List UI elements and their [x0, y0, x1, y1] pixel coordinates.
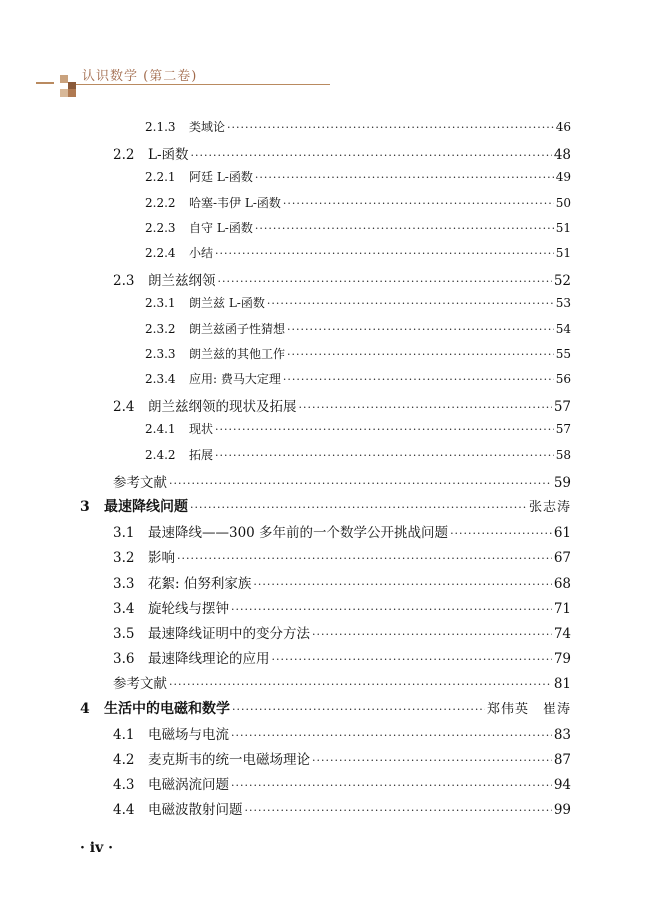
toc-entry: [145, 446, 571, 466]
toc-entry: [113, 269, 571, 289]
toc-entry-page: 79: [553, 651, 571, 668]
toc-entry-page: 51: [555, 220, 571, 235]
toc-entry-title: 现状: [189, 422, 214, 437]
toc-entry-number: 2.2: [113, 147, 135, 164]
toc-leader-dots: [215, 449, 554, 462]
toc-entry: [145, 194, 571, 214]
page-number: · iv ·: [80, 840, 113, 856]
toc-entry-title: 影响: [148, 550, 175, 567]
toc-entry-page: 94: [553, 777, 571, 794]
toc-entry-page: 99: [553, 802, 571, 819]
toc-entry: [113, 546, 571, 566]
header-rule-left: [36, 82, 54, 84]
toc-entry-title: 应用: 费马大定理: [189, 372, 281, 386]
toc-entry-title: 麦克斯韦的统一电磁场理论: [148, 752, 310, 768]
toc-entry-page: 68: [553, 575, 571, 592]
toc-leader-dots: [232, 703, 485, 716]
toc-leader-dots: [255, 171, 554, 184]
toc-entry-number: 2.4.2: [145, 447, 176, 462]
toc-entry-number: 4.1: [113, 726, 135, 743]
toc-entry-number: 2.3.4: [145, 372, 176, 386]
toc-leader-dots: [218, 275, 552, 288]
toc-leader-dots: [231, 779, 552, 792]
toc-entry: [80, 496, 571, 516]
toc-entry-page: 46: [555, 120, 571, 134]
toc-entry-title: 朗兰兹纲领的现状及拓展: [148, 399, 297, 416]
decor-square: [60, 75, 68, 83]
toc-entry: [145, 244, 571, 264]
toc-entry-title: 阿廷 L-函数: [189, 170, 253, 185]
toc-leader-dots: [450, 527, 552, 540]
toc-entry-page: 54: [555, 321, 571, 336]
toc-entry-title: 旋轮线与摆钟: [148, 600, 229, 617]
toc-entry-page: 58: [555, 447, 571, 462]
toc-entry-page: 56: [555, 372, 571, 386]
toc-entry-number: 3: [80, 499, 90, 515]
toc-entry: [113, 572, 571, 592]
toc-entry-title: 小结: [189, 246, 214, 260]
toc-entry-number: 2.2.3: [145, 220, 176, 235]
toc-entry: [145, 345, 571, 365]
toc-leader-dots: [255, 222, 554, 235]
toc-leader-dots: [283, 197, 554, 210]
toc-entry-page: 52: [553, 273, 571, 290]
toc-entry-page: 57: [553, 399, 571, 416]
toc-entry-number: 2.2.1: [145, 170, 176, 185]
toc-entry-number: 2.3.1: [145, 296, 176, 311]
toc-entry-title: 电磁涡流问题: [148, 777, 229, 794]
toc-leader-dots: [245, 804, 552, 817]
toc-entry-title: 最速降线——300 多年前的一个数学公开挑战问题: [148, 525, 449, 542]
toc-leader-dots: [231, 729, 552, 742]
toc-entry: [145, 370, 571, 390]
toc-entry-number: 3.4: [113, 600, 135, 617]
toc-entry: [113, 773, 571, 793]
toc-leader-dots: [283, 373, 554, 386]
toc-entry-page: 81: [553, 676, 571, 693]
running-title: 认识数学 (第二卷): [82, 69, 198, 84]
toc-leader-dots: [191, 149, 552, 162]
toc-entry-page: 53: [555, 296, 571, 311]
toc-entry: [145, 294, 571, 314]
toc-entry-page: 50: [555, 195, 571, 210]
toc-entry-number: 2.1.3: [145, 120, 176, 134]
header-rule: [76, 84, 330, 85]
toc-leader-dots: [299, 401, 552, 414]
toc-entry-title: 花絮: 伯努利家族: [148, 575, 252, 592]
toc-leader-dots: [272, 653, 552, 666]
toc-entry-page: 67: [553, 550, 571, 567]
toc-entry: [113, 647, 571, 667]
toc-leader-dots: [169, 678, 552, 691]
toc-leader-dots: [267, 297, 554, 310]
toc-entry: [145, 420, 571, 440]
toc-entry-title: 自守 L-函数: [189, 220, 253, 235]
toc-entry: [145, 320, 571, 340]
toc-entry-title: 最速降线问题: [104, 499, 188, 515]
toc-entry-title: 生活中的电磁和数学: [104, 700, 230, 717]
toc-leader-dots: [215, 423, 554, 436]
toc-entry-page: 48: [553, 147, 571, 164]
toc-entry-title: 参考文献: [113, 474, 167, 491]
toc-entry-page: 59: [553, 474, 571, 491]
toc-entry-author: 张志涛: [528, 500, 571, 515]
toc-entry-author: 郑伟英 崔涛: [486, 701, 571, 717]
toc-entry-title: 最速降线证明中的变分方法: [148, 626, 310, 642]
toc-leader-dots: [287, 323, 554, 336]
toc-entry-title: L-函数: [148, 147, 189, 164]
toc-entry-page: 57: [555, 422, 571, 437]
toc-leader-dots: [215, 247, 554, 260]
toc-leader-dots: [169, 477, 552, 490]
toc-entry-page: 83: [553, 726, 571, 743]
toc-entry-number: 2.3.3: [145, 346, 176, 361]
toc-entry-title: 最速降线理论的应用: [148, 651, 270, 668]
decor-square: [60, 89, 68, 97]
toc-entry: [113, 143, 571, 163]
toc-entry: [113, 723, 571, 743]
toc-entry-number: 4.3: [113, 777, 135, 794]
toc-entry: [113, 395, 571, 415]
toc-entry: [113, 672, 571, 692]
toc-entry: [113, 748, 571, 768]
toc-entry-page: 87: [553, 752, 571, 768]
toc-entry: [113, 597, 571, 617]
toc-entry: [145, 118, 571, 138]
decor-square: [68, 89, 76, 97]
toc-entry-number: 3.5: [113, 626, 135, 642]
toc-entry-title: 电磁波散射问题: [148, 802, 243, 819]
toc-entry-number: 4: [80, 700, 90, 717]
toc-entry-number: 2.3: [113, 273, 135, 290]
toc-entry-number: 2.3.2: [145, 321, 176, 336]
toc-entry: [113, 471, 571, 491]
toc-entry-title: 哈塞-韦伊 L-函数: [189, 195, 281, 210]
toc-entry-page: 61: [553, 525, 571, 542]
toc-entry-title: 拓展: [189, 447, 214, 462]
toc-entry-title: 类域论: [189, 120, 226, 134]
toc-entry-number: 3.2: [113, 550, 135, 567]
toc-entry-number: 4.4: [113, 802, 135, 819]
toc-leader-dots: [231, 603, 552, 616]
toc-entry-title: 朗兰兹纲领: [148, 273, 216, 290]
toc-leader-dots: [312, 628, 552, 641]
toc-entry-title: 朗兰兹 L-函数: [189, 296, 265, 311]
toc-entry-page: 71: [553, 600, 571, 617]
toc-entry: [113, 521, 571, 541]
toc-entry-number: 3.3: [113, 575, 135, 592]
toc-entry: [145, 168, 571, 188]
toc-leader-dots: [227, 121, 554, 134]
toc-entry-number: 3.1: [113, 525, 135, 542]
toc-entry-page: 49: [555, 170, 571, 185]
toc-entry-number: 2.2.4: [145, 246, 176, 260]
running-header: [0, 60, 651, 100]
toc-entry-title: 朗兰兹函子性猜想: [189, 321, 286, 336]
toc-leader-dots: [253, 578, 551, 591]
toc-entry-number: 2.4.1: [145, 422, 176, 437]
toc-entry: [113, 622, 571, 642]
toc-entry: [113, 798, 571, 818]
toc-leader-dots: [287, 348, 554, 361]
toc-entry-number: 2.2.2: [145, 195, 176, 210]
toc-entry-number: 4.2: [113, 752, 135, 768]
toc-entry: [145, 219, 571, 239]
toc-leader-dots: [177, 552, 552, 565]
toc-entry-page: 51: [555, 246, 571, 260]
toc-entry: [80, 698, 571, 718]
toc-leader-dots: [190, 501, 527, 514]
toc-entry-title: 朗兰兹的其他工作: [189, 346, 286, 361]
toc-entry-number: 2.4: [113, 399, 135, 416]
toc-entry-page: 74: [553, 626, 571, 642]
toc-entry-title: 参考文献: [113, 676, 167, 693]
toc-entry-title: 电磁场与电流: [148, 726, 229, 743]
toc-entry-number: 3.6: [113, 651, 135, 668]
toc-leader-dots: [312, 754, 552, 767]
toc-entry-page: 55: [555, 346, 571, 361]
